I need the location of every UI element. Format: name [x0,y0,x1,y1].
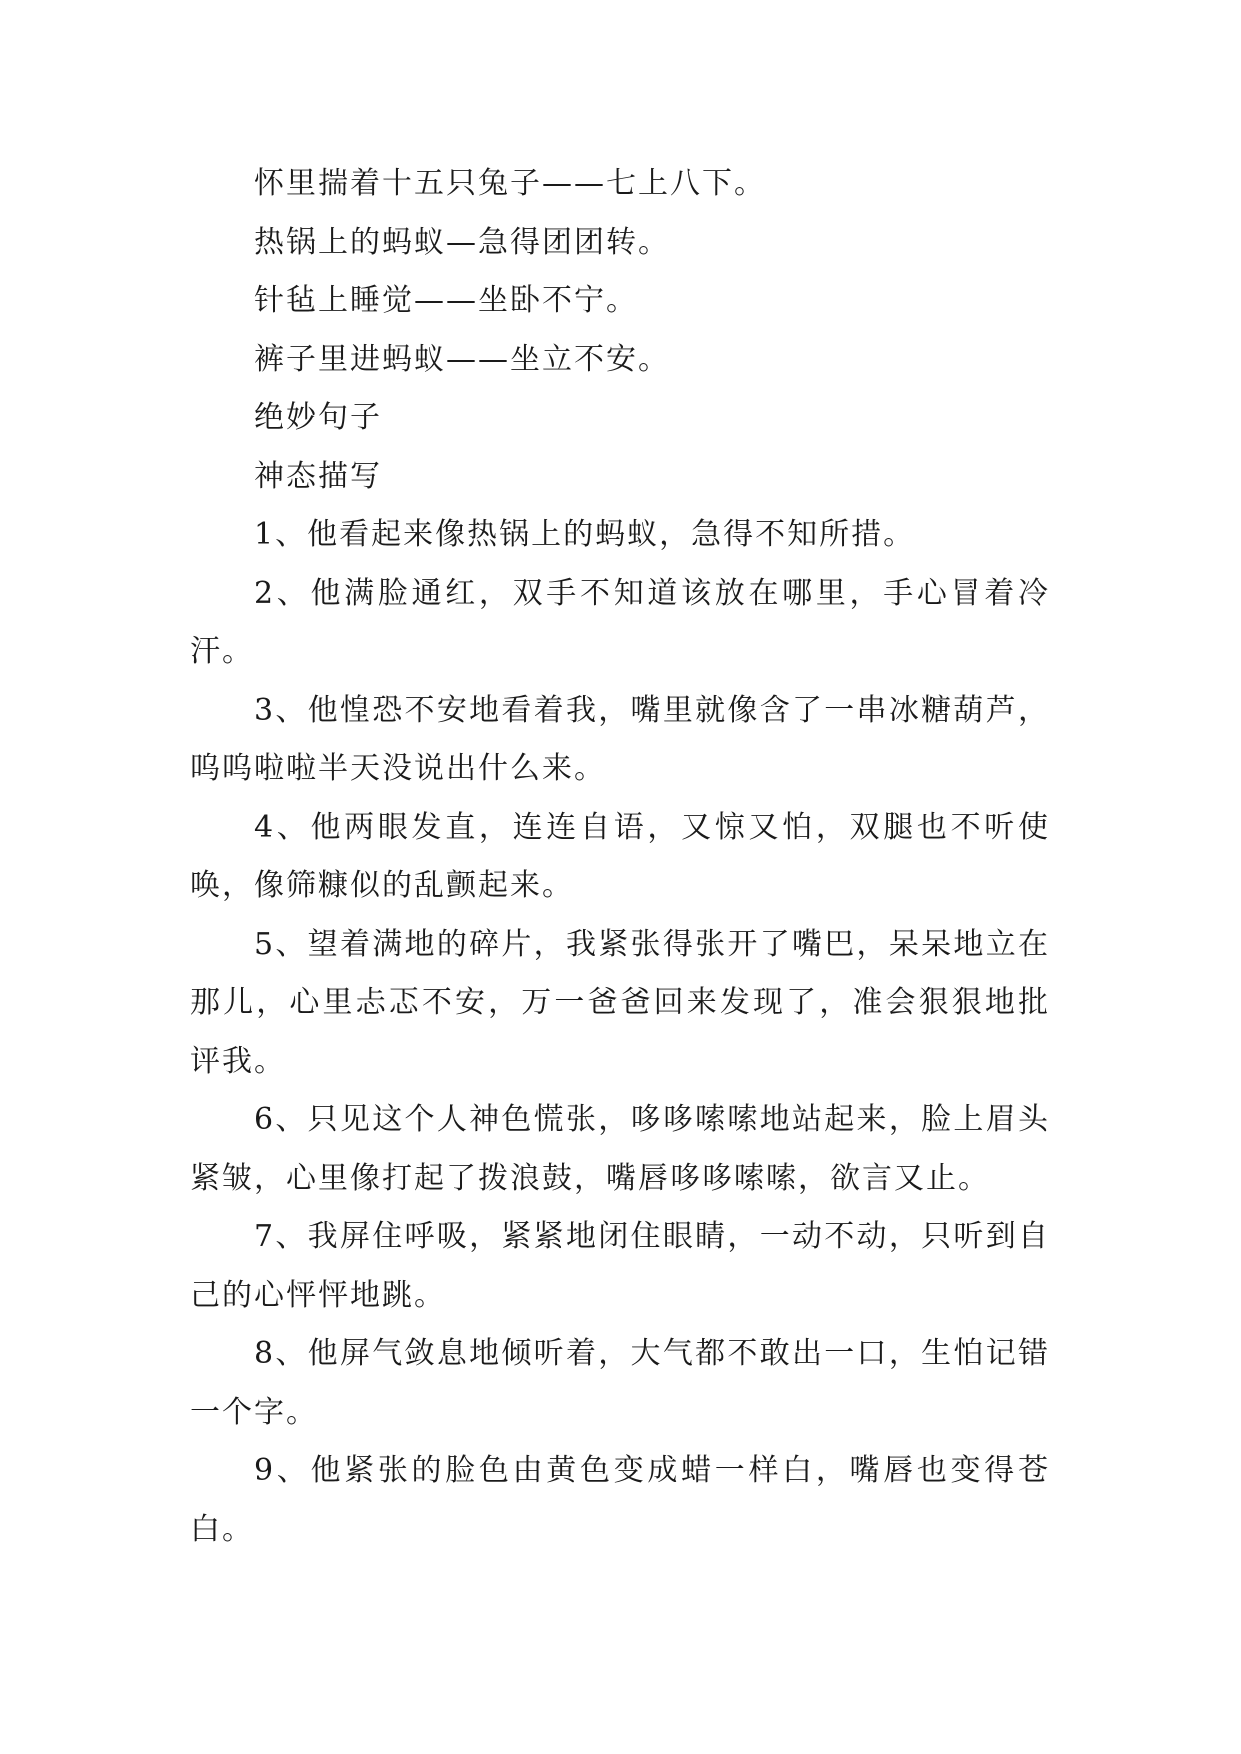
idiom-line-ants-pants: 裤子里进蚂蚁——坐立不安。 [254,341,670,377]
subsection-heading: 神态描写 [254,458,382,494]
idiom-line-ants-hot-pot: 热锅上的蚂蚁—急得团团转。 [254,224,670,260]
idiom-line-rabbits: 怀里揣着十五只兔子——七上八下。 [254,166,766,201]
sentence-item-2: 2、他满脸通红，双手不知道该放在哪里，手心冒着冷汗。 [190,575,1050,669]
idiom-line-needle-felt: 针毡上睡觉——坐卧不宁。 [254,283,638,318]
sentence-item-4: 4、他两眼发直，连连自语，又惊又怕，双腿也不听使唤，像筛糠似的乱颤起来。 [190,809,1050,903]
sentence-item-5: 5、望着满地的碎片，我紧张得张开了嘴巴，呆呆地立在那儿，心里忐忑不安，万一爸爸回来发现了，准会狠狠地批评我。 [190,926,1050,1079]
sentence-item-3: 3、他惶恐不安地看着我，嘴里就像含了一串冰糖葫芦，呜呜啦啦半天没说出什么来。 [190,692,1050,786]
sentence-item-9: 9、他紧张的脸色由黄色变成蜡一样白，嘴唇也变得苍白。 [190,1453,1050,1547]
sentence-item-6: 6、只见这个人神色慌张，哆哆嗦嗦地站起来，脸上眉头紧皱，心里像打起了拨浪鼓，嘴唇哆哆嗦嗦，欲言又止。 [190,1102,1050,1196]
sentence-item-8: 8、他屏气敛息地倾听着，大气都不敢出一口，生怕记错一个字。 [190,1336,1050,1430]
document-body [190,155,1050,1559]
section-heading: 绝妙句子 [254,400,382,435]
sentence-item-7: 7、我屏住呼吸，紧紧地闭住眼睛，一动不动，只听到自己的心怦怦地跳。 [190,1219,1050,1313]
sentence-item-1: 1、他看起来像热锅上的蚂蚁，急得不知所措。 [254,517,916,552]
